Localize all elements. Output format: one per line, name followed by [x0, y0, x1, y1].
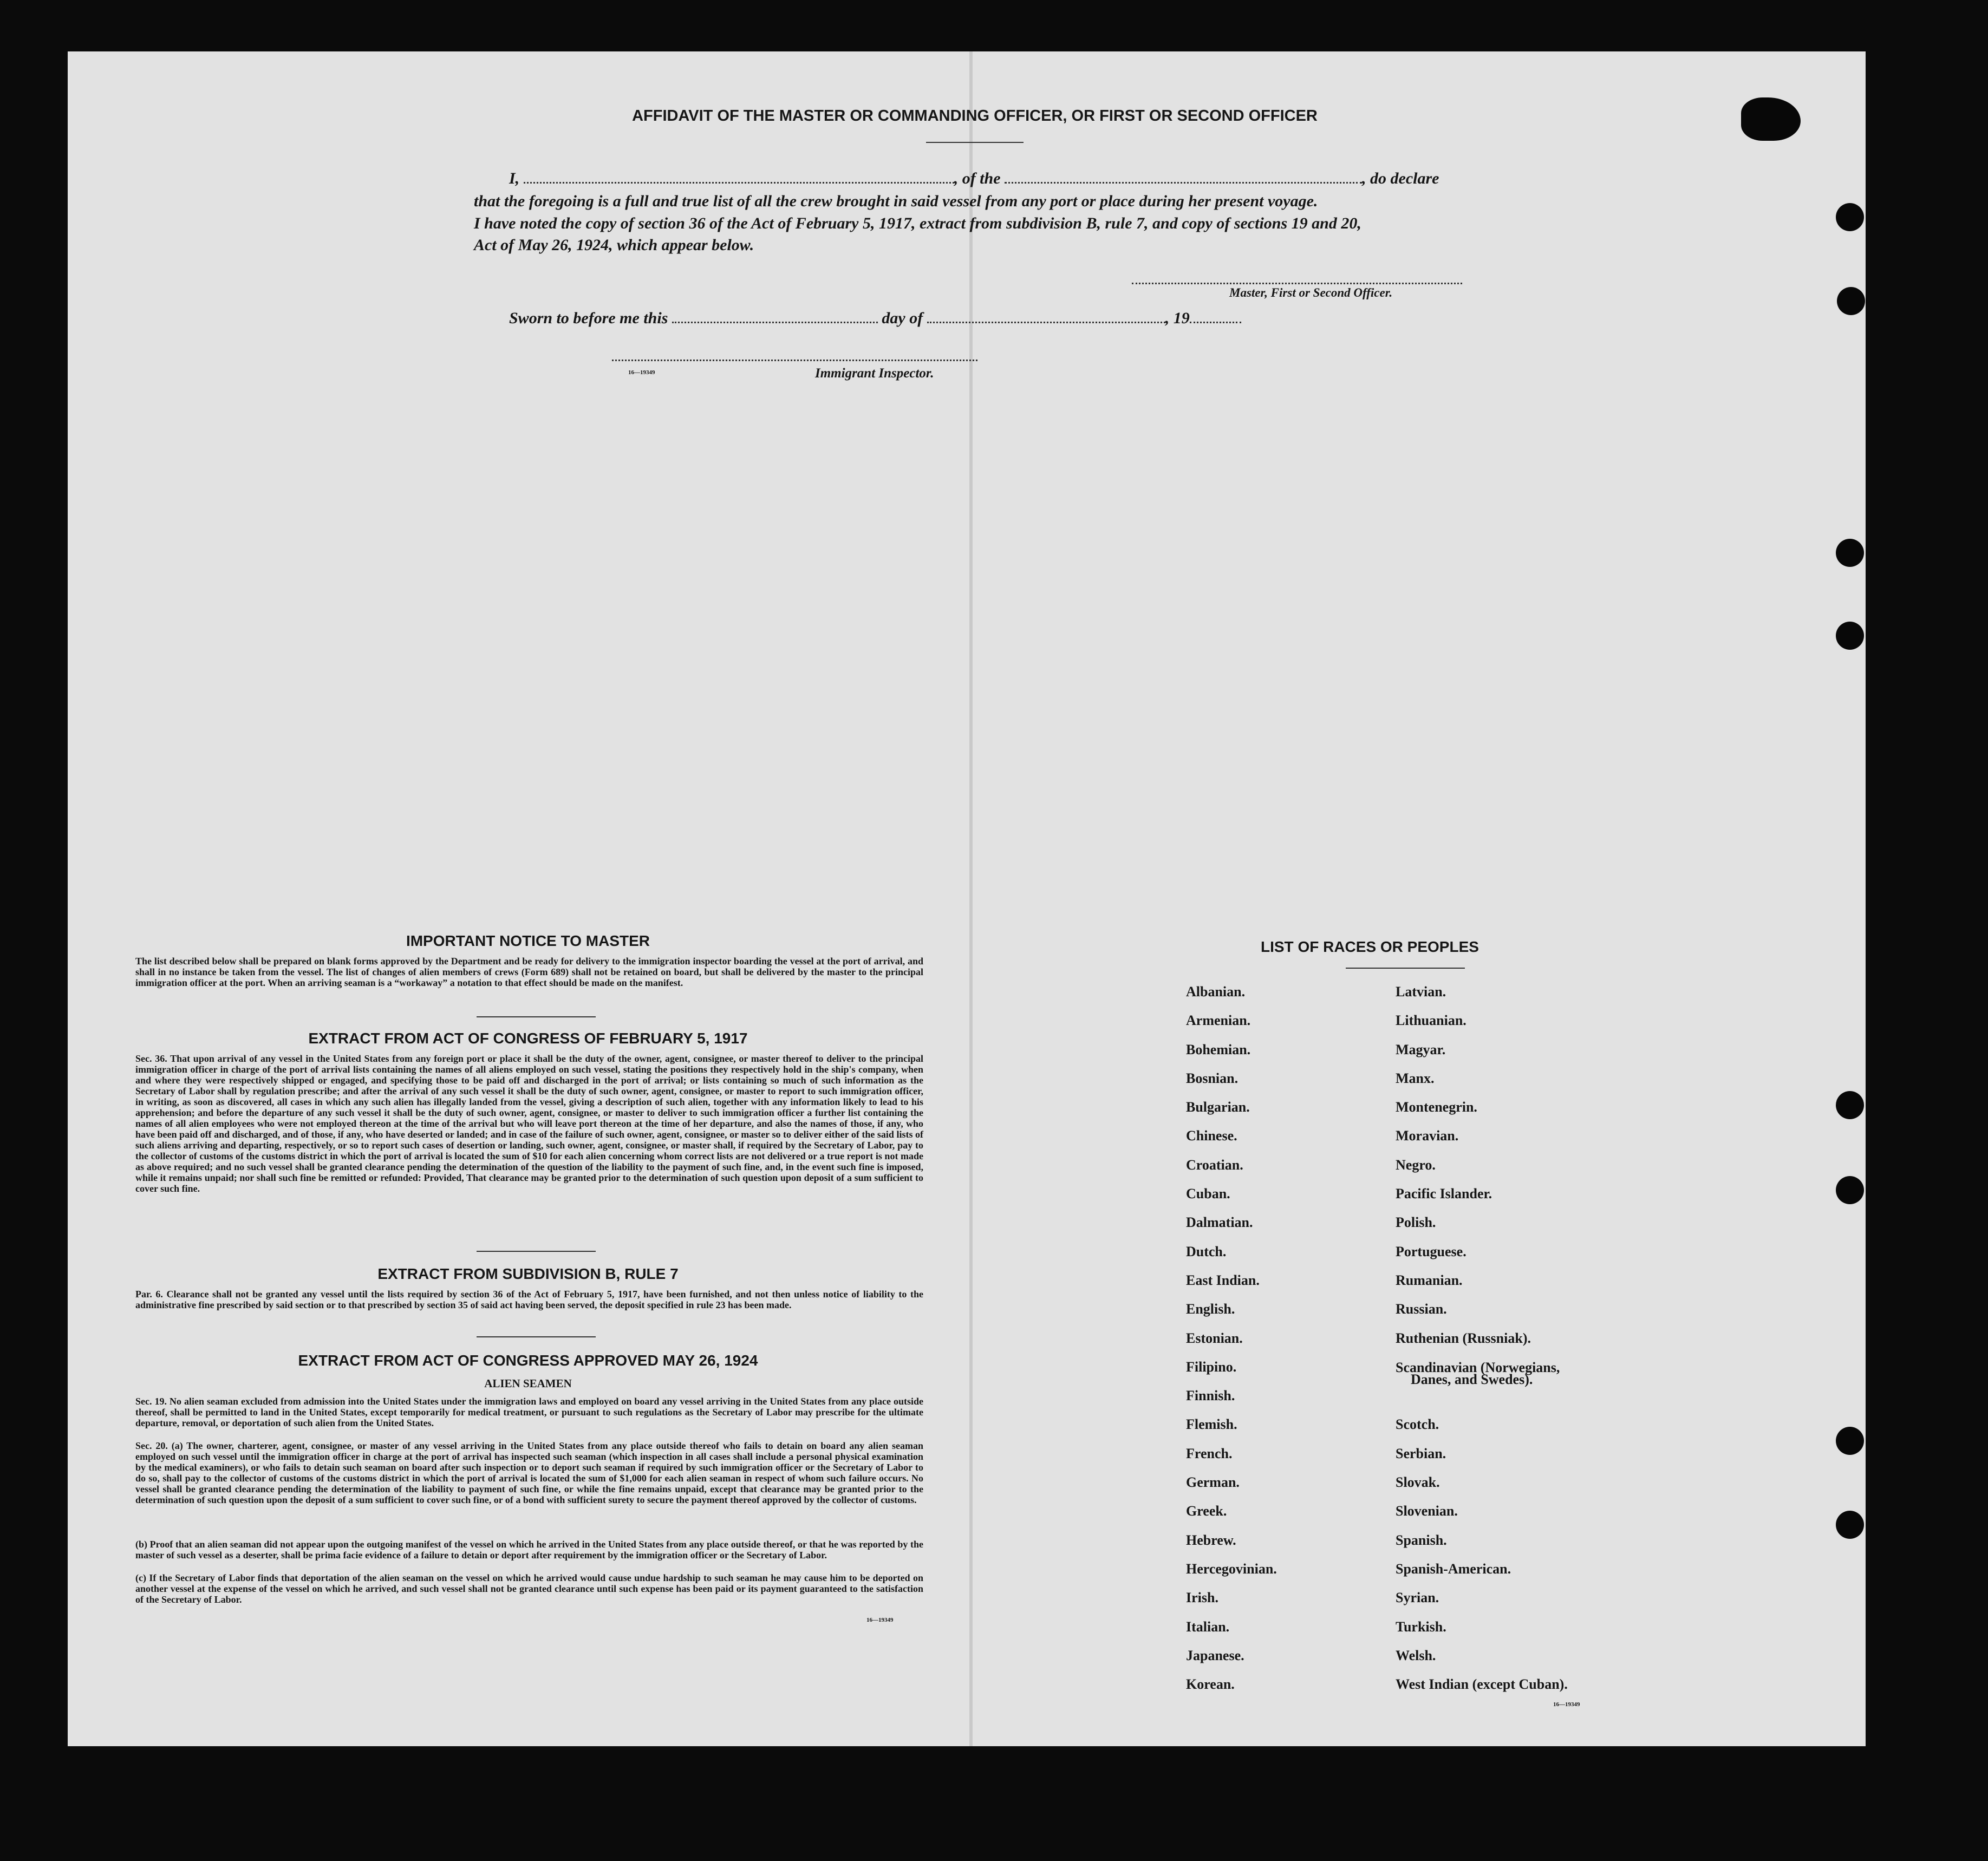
race-item: Bulgarian.	[1186, 1099, 1250, 1115]
punch-hole	[1836, 1176, 1864, 1204]
races-column-1	[1186, 977, 1392, 1699]
race-item: Scotch.	[1396, 1416, 1439, 1433]
race-item: Filipino.	[1186, 1359, 1237, 1375]
of-the-label: , of the	[954, 169, 1001, 187]
race-item: Estonian.	[1186, 1330, 1243, 1346]
race-item: Lithuanian.	[1396, 1013, 1466, 1029]
affidavit-line-4: Act of May 26, 1924, which appear below.	[474, 236, 754, 254]
declarant-prefix: I,	[509, 169, 520, 187]
race-item: Italian.	[1186, 1618, 1230, 1635]
race-item: Danes, and Swedes).	[1411, 1371, 1533, 1387]
races-column-2	[1396, 977, 1623, 1699]
race-item: Manx.	[1396, 1070, 1435, 1086]
extract-1924-sec20b: (b) Proof that an alien seaman did not appear upon the outgoing manifest of the vessel on which he arrived in the United States from any place outside thereof, or that he was reported by the master of such vessel as a deserter, shall be prima facie evidence of a failure to detain or deport after requirement by the immigration officer or the Secretary of Labor.	[135, 1539, 923, 1560]
declarant-name-field[interactable]	[524, 169, 954, 184]
extract-1924-sec20a: Sec. 20. (a) The owner, charterer, agent, consignee, or master of any vessel arriving in the United States from any place outside thereof who fails to detain on board any alien seaman employed on such vessel until the immigration officer in charge at the port of arrival has inspected such seaman (which inspection in all cases shall include a personal physical examination by the medical examiners), or who fails to detain such seaman on board after such inspection or to deport such seaman if required by such immigration officer or the Secretary of Labor to do so, shall pay to the collector of customs of the customs district in which the port of arrival is located the sum of $1,000 for each alien seaman in respect of whom such failure occurs. No vessel shall be granted clearance pending the determination of the liability to payment of such fine, or while the fine remains unpaid, except that clearance may be granted prior to the determination of such question upon the deposit of a sum sufficient to cover such fine, or of a bond with sufficient surety to secure the payment thereof approved by the collector of customs.	[135, 1440, 923, 1505]
race-item: Syrian.	[1396, 1590, 1439, 1606]
race-item: Serbian.	[1396, 1445, 1446, 1461]
race-item: Negro.	[1396, 1157, 1436, 1173]
affidavit-declaration-line	[509, 169, 1484, 188]
punch-hole	[1836, 622, 1864, 650]
master-signature-label: Master, First or Second Officer.	[1229, 286, 1393, 299]
punch-hole	[1836, 1511, 1864, 1539]
sworn-day-field[interactable]	[672, 309, 878, 323]
race-item: Armenian.	[1186, 1013, 1251, 1029]
notice-body: The list described below shall be prepared on blank forms approved by the Department and be ready for delivery to the immigration inspector boarding the vessel at the port of arrival, and shall in no instance be taken from the vessel. The list of changes of alien members of crews (Form 689) shall not be retained on board, but shall be delivered by the master to the principal immigration officer at the port. When an arriving seaman is a “workaway” a notation to that effect should be made on the manifest.	[135, 956, 923, 988]
race-item: Ruthenian (Russniak).	[1396, 1330, 1531, 1346]
races-form-code: 16—19349	[1553, 1701, 1580, 1708]
race-item: Scandinavian (Norwegians,	[1396, 1359, 1560, 1375]
extract-1924-sec20c: (c) If the Secretary of Labor finds that deportation of the alien seaman on the vessel on which he arrived would cause undue hardship to such seaman he may cause him to be deported on another vessel at the expense of the vessel on which he arrived, and such vessel shall not be granted clearance until such expense has been paid or its payment guaranteed to the satisfaction of the Secretary of Labor.	[135, 1572, 923, 1605]
race-item: Montenegrin.	[1396, 1099, 1477, 1115]
notice-title: IMPORTANT NOTICE TO MASTER	[406, 932, 650, 949]
race-item: Moravian.	[1396, 1128, 1459, 1144]
race-item: Magyar.	[1396, 1041, 1446, 1057]
race-item: Pacific Islander.	[1396, 1186, 1492, 1202]
race-item: Dalmatian.	[1186, 1214, 1253, 1231]
race-item: French.	[1186, 1445, 1233, 1461]
extract-rule7-title: EXTRACT FROM SUBDIVISION B, RULE 7	[377, 1265, 679, 1282]
race-item: Croatian.	[1186, 1157, 1243, 1173]
race-item: Japanese.	[1186, 1647, 1244, 1663]
race-item: Flemish.	[1186, 1416, 1237, 1433]
race-item: Bosnian.	[1186, 1070, 1239, 1086]
alien-seamen-subtitle: ALIEN SEAMEN	[484, 1377, 572, 1390]
do-declare-label: , do declare	[1362, 169, 1439, 187]
punch-hole	[1836, 539, 1864, 567]
race-item: Spanish.	[1396, 1532, 1447, 1548]
race-item: Rumanian.	[1396, 1272, 1463, 1288]
affidavit-line-3: I have noted the copy of section 36 of the Act of February 5, 1917, extract from subdivision B, rule 7, and copy of sections 19 and 20,	[474, 214, 1361, 232]
races-title: LIST OF RACES OR PEOPLES	[1261, 938, 1479, 955]
day-of-label: day of	[882, 309, 923, 327]
page-fold	[969, 51, 973, 1746]
extract-1917-title: EXTRACT FROM ACT OF CONGRESS OF FEBRUARY 5, 1917	[308, 1030, 748, 1047]
race-item: Irish.	[1186, 1590, 1218, 1606]
sworn-line	[509, 309, 1267, 328]
title-underline	[926, 142, 1024, 143]
punch-hole	[1836, 1091, 1864, 1119]
inspector-signature-line[interactable]	[612, 357, 977, 361]
sworn-month-field[interactable]	[927, 309, 1165, 323]
inspector-form-code: 16—19349	[628, 369, 655, 376]
divider	[477, 1336, 596, 1337]
race-item: Slovenian.	[1396, 1503, 1458, 1519]
affidavit-title: AFFIDAVIT OF THE MASTER OR COMMANDING OFFICER, OR FIRST OR SECOND OFFICER	[632, 107, 1318, 125]
affidavit-line-2: that the foregoing is a full and true list of all the crew brought in said vessel from any port or place during her present voyage.	[474, 192, 1318, 210]
race-item: Slovak.	[1396, 1474, 1440, 1491]
extract-1917-body: Sec. 36. That upon arrival of any vessel in the United States from any foreign port or place it shall be the duty of the owner, agent, consignee, or master thereof to deliver to the principal immigration officer in charge of the port of arrival lists containing the names of all aliens employed on such vessel, stating the positions they respectively hold in the ship's company, when and where they were respectively shipped or engaged, and specifying those to be paid off and discharged in the port of arrival; or lists containing so much of such information as the Secretary of Labor shall by regulation prescribe; and after the arrival of any such vessel it shall be the duty of such owner, agent, consignee, or master to report to such immigration officer, in writing, as soon as discovered, all cases in which any such alien has illegally landed from the vessel, giving a description of such alien, together with any information likely to lead to his apprehension; and before the departure of any such vessel it shall be the duty of such owner, agent, consignee, or master to deliver to such immigration officer a further list containing the names of all alien employees who were not employed thereon at the time of the arrival but who will leave port thereon at the time of her departure, and also the names of those, if any, who have been paid off and discharged, and of those, if any, who have deserted or landed; and in case of the failure of such owner, agent, consignee, or master so to deliver either of the said lists of such aliens arriving and departing, respectively, or so to report such cases of desertion or landing, such owner, agent, consignee, or master shall, if required by the Secretary of Labor, pay to the collector of customs of the customs district in which the port of arrival is located the sum of $10 for each alien concerning whom correct lists are not delivered or a true report is not made as above required; and no such vessel shall be granted clearance pending the determination of the question of the liability to the payment of such fine, and, in the event such fine is imposed, while it remains unpaid; nor shall such fine be remitted or refunded: Provided, That clearance may be granted prior to the determination of such question upon deposit of a sum sufficient to cover such fine.	[135, 1053, 923, 1194]
vessel-name-field[interactable]	[1005, 169, 1362, 184]
race-item: Russian.	[1396, 1301, 1447, 1317]
extract-form-code: 16—19349	[866, 1617, 894, 1623]
extract-1924-title: EXTRACT FROM ACT OF CONGRESS APPROVED MAY 26, 1924	[298, 1352, 758, 1369]
race-item: English.	[1186, 1301, 1235, 1317]
master-signature-line[interactable]	[1132, 280, 1462, 284]
extract-1924-sec19: Sec. 19. No alien seaman excluded from admission into the United States under the immigration laws and employed on board any vessel arriving in the United States from any place outside thereof, shall be permitted to land in the United States, except temporarily for medical treatment, or pursuant to such regulations as the Secretary of Labor may prescribe for the ultimate departure, removal, or deportation of such alien from the United States.	[135, 1396, 923, 1428]
race-item: Bohemian.	[1186, 1041, 1251, 1057]
race-item: Hebrew.	[1186, 1532, 1236, 1548]
race-item: Turkish.	[1396, 1618, 1446, 1635]
race-item: Finnish.	[1186, 1388, 1235, 1404]
sworn-year-field[interactable]	[1190, 309, 1241, 323]
race-item: Hercegovinian.	[1186, 1560, 1277, 1577]
divider	[477, 1251, 596, 1252]
sworn-label: Sworn to before me this	[509, 309, 668, 327]
race-item: Welsh.	[1396, 1647, 1436, 1663]
race-item: German.	[1186, 1474, 1240, 1491]
year-label: , 19	[1165, 309, 1190, 327]
race-item: Latvian.	[1396, 984, 1446, 1000]
race-item: East Indian.	[1186, 1272, 1260, 1288]
divider	[477, 1016, 596, 1017]
race-item: West Indian (except Cuban).	[1396, 1676, 1568, 1693]
inspector-label: Immigrant Inspector.	[815, 366, 934, 381]
race-item: Korean.	[1186, 1676, 1235, 1693]
punch-hole	[1836, 1427, 1864, 1455]
race-item: Portuguese.	[1396, 1243, 1466, 1259]
race-item: Albanian.	[1186, 984, 1246, 1000]
race-item: Chinese.	[1186, 1128, 1237, 1144]
extract-rule7-body: Par. 6. Clearance shall not be granted any vessel until the lists required by section 36 of the Act of February 5, 1917, have been furnished, and not then unless notice of liability to the administrative fine prescribed by said section or to that prescribed by section 35 of said act having been served, the deposit specified in rule 23 has been made.	[135, 1289, 923, 1310]
punch-hole	[1836, 203, 1864, 231]
race-item: Polish.	[1396, 1214, 1436, 1231]
race-item: Spanish-American.	[1396, 1560, 1511, 1577]
race-item: Dutch.	[1186, 1243, 1227, 1259]
punch-hole	[1837, 287, 1865, 315]
divider	[1346, 968, 1465, 969]
race-item: Greek.	[1186, 1503, 1227, 1519]
race-item: Cuban.	[1186, 1186, 1230, 1202]
